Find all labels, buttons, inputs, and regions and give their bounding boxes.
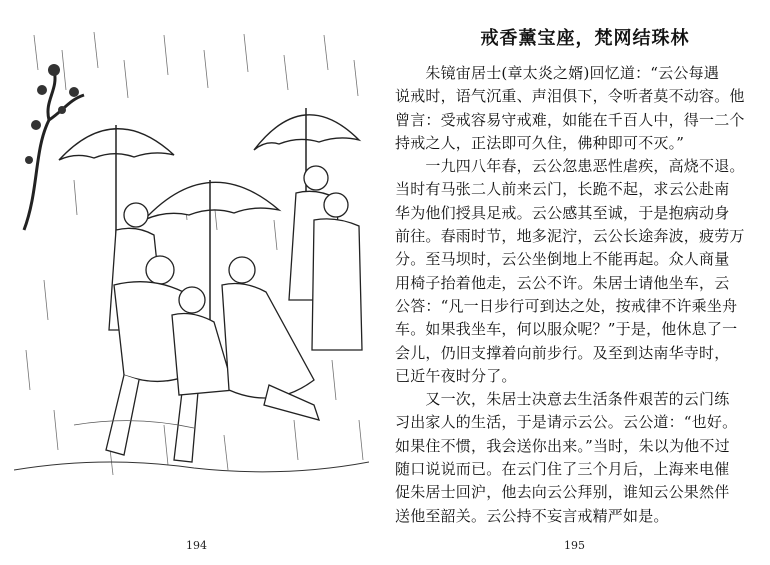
text-line: 送他至韶关。云公持不妄言戒精严如是。 (395, 506, 669, 525)
text-line: 用椅子抬着他走，云公不许。朱居士请他坐车，云 (395, 273, 730, 292)
text-line: 前往。春雨时节，地多泥泞，云公长途奔波，疲劳万 (395, 227, 745, 246)
text-line: 车。如果我坐车，何以服众呢？”于是，他休息了一 (395, 320, 738, 339)
text-line: 如果住不惯，我会送你出来。”当时，朱以为他不过 (395, 436, 730, 455)
text-line: 公答：“凡一日步行可到达之处，按戒律不许乘坐舟 (395, 296, 738, 315)
text-line: 持戒之人，正法即可久住，佛种即可不灭。” (395, 133, 685, 152)
text-line: 朱镜宙居士(章太炎之婿)回忆道：“云公每遇 (395, 64, 719, 82)
text-line: 又一次，朱居士决意去生活条件艰苦的云门练 (395, 390, 730, 409)
text-line: 当时有马张二人前来云门，长跪不起，求云公赴南 (395, 180, 730, 199)
text-line: 会儿，仍旧支撑着向前步行。及至到达南华寺时， (395, 343, 730, 362)
body-text (395, 62, 755, 528)
text-line: 随口说说而已。在云门住了三个月后，上海来电催 (395, 460, 730, 479)
chapter-title: 戒香薰宝座，梵网结珠林 (480, 28, 690, 49)
text-line: 已近午夜时分了。 (395, 366, 517, 385)
text-line: 促朱居士回沪，他去向云公拜别，谁知云公果然伴 (395, 483, 730, 502)
rain-scene-illustration (14, 30, 369, 480)
text-line: 习出家人的生活，于是请示云公。云公道：“也好。 (395, 413, 738, 432)
right-page (385, 0, 770, 565)
text-line: 说戒时，语气沉重、声泪俱下，令听者莫不动容。他 (395, 87, 745, 106)
text-line: 分。至马坝时，云公坐倒地上不能再起。众人商量 (395, 250, 730, 269)
text-line: 曾言：受戒容易守戒难，如能在千百人中，得一二个 (395, 110, 745, 129)
page-number-left: 194 (186, 539, 207, 552)
text-line: 一九四八年春，云公忽患恶性虐疾，高烧不退。 (395, 157, 745, 176)
text-line: 华为他们授具足戒。云公感其至诚，于是抱病动身 (395, 203, 730, 222)
page-number-right: 195 (564, 539, 585, 552)
